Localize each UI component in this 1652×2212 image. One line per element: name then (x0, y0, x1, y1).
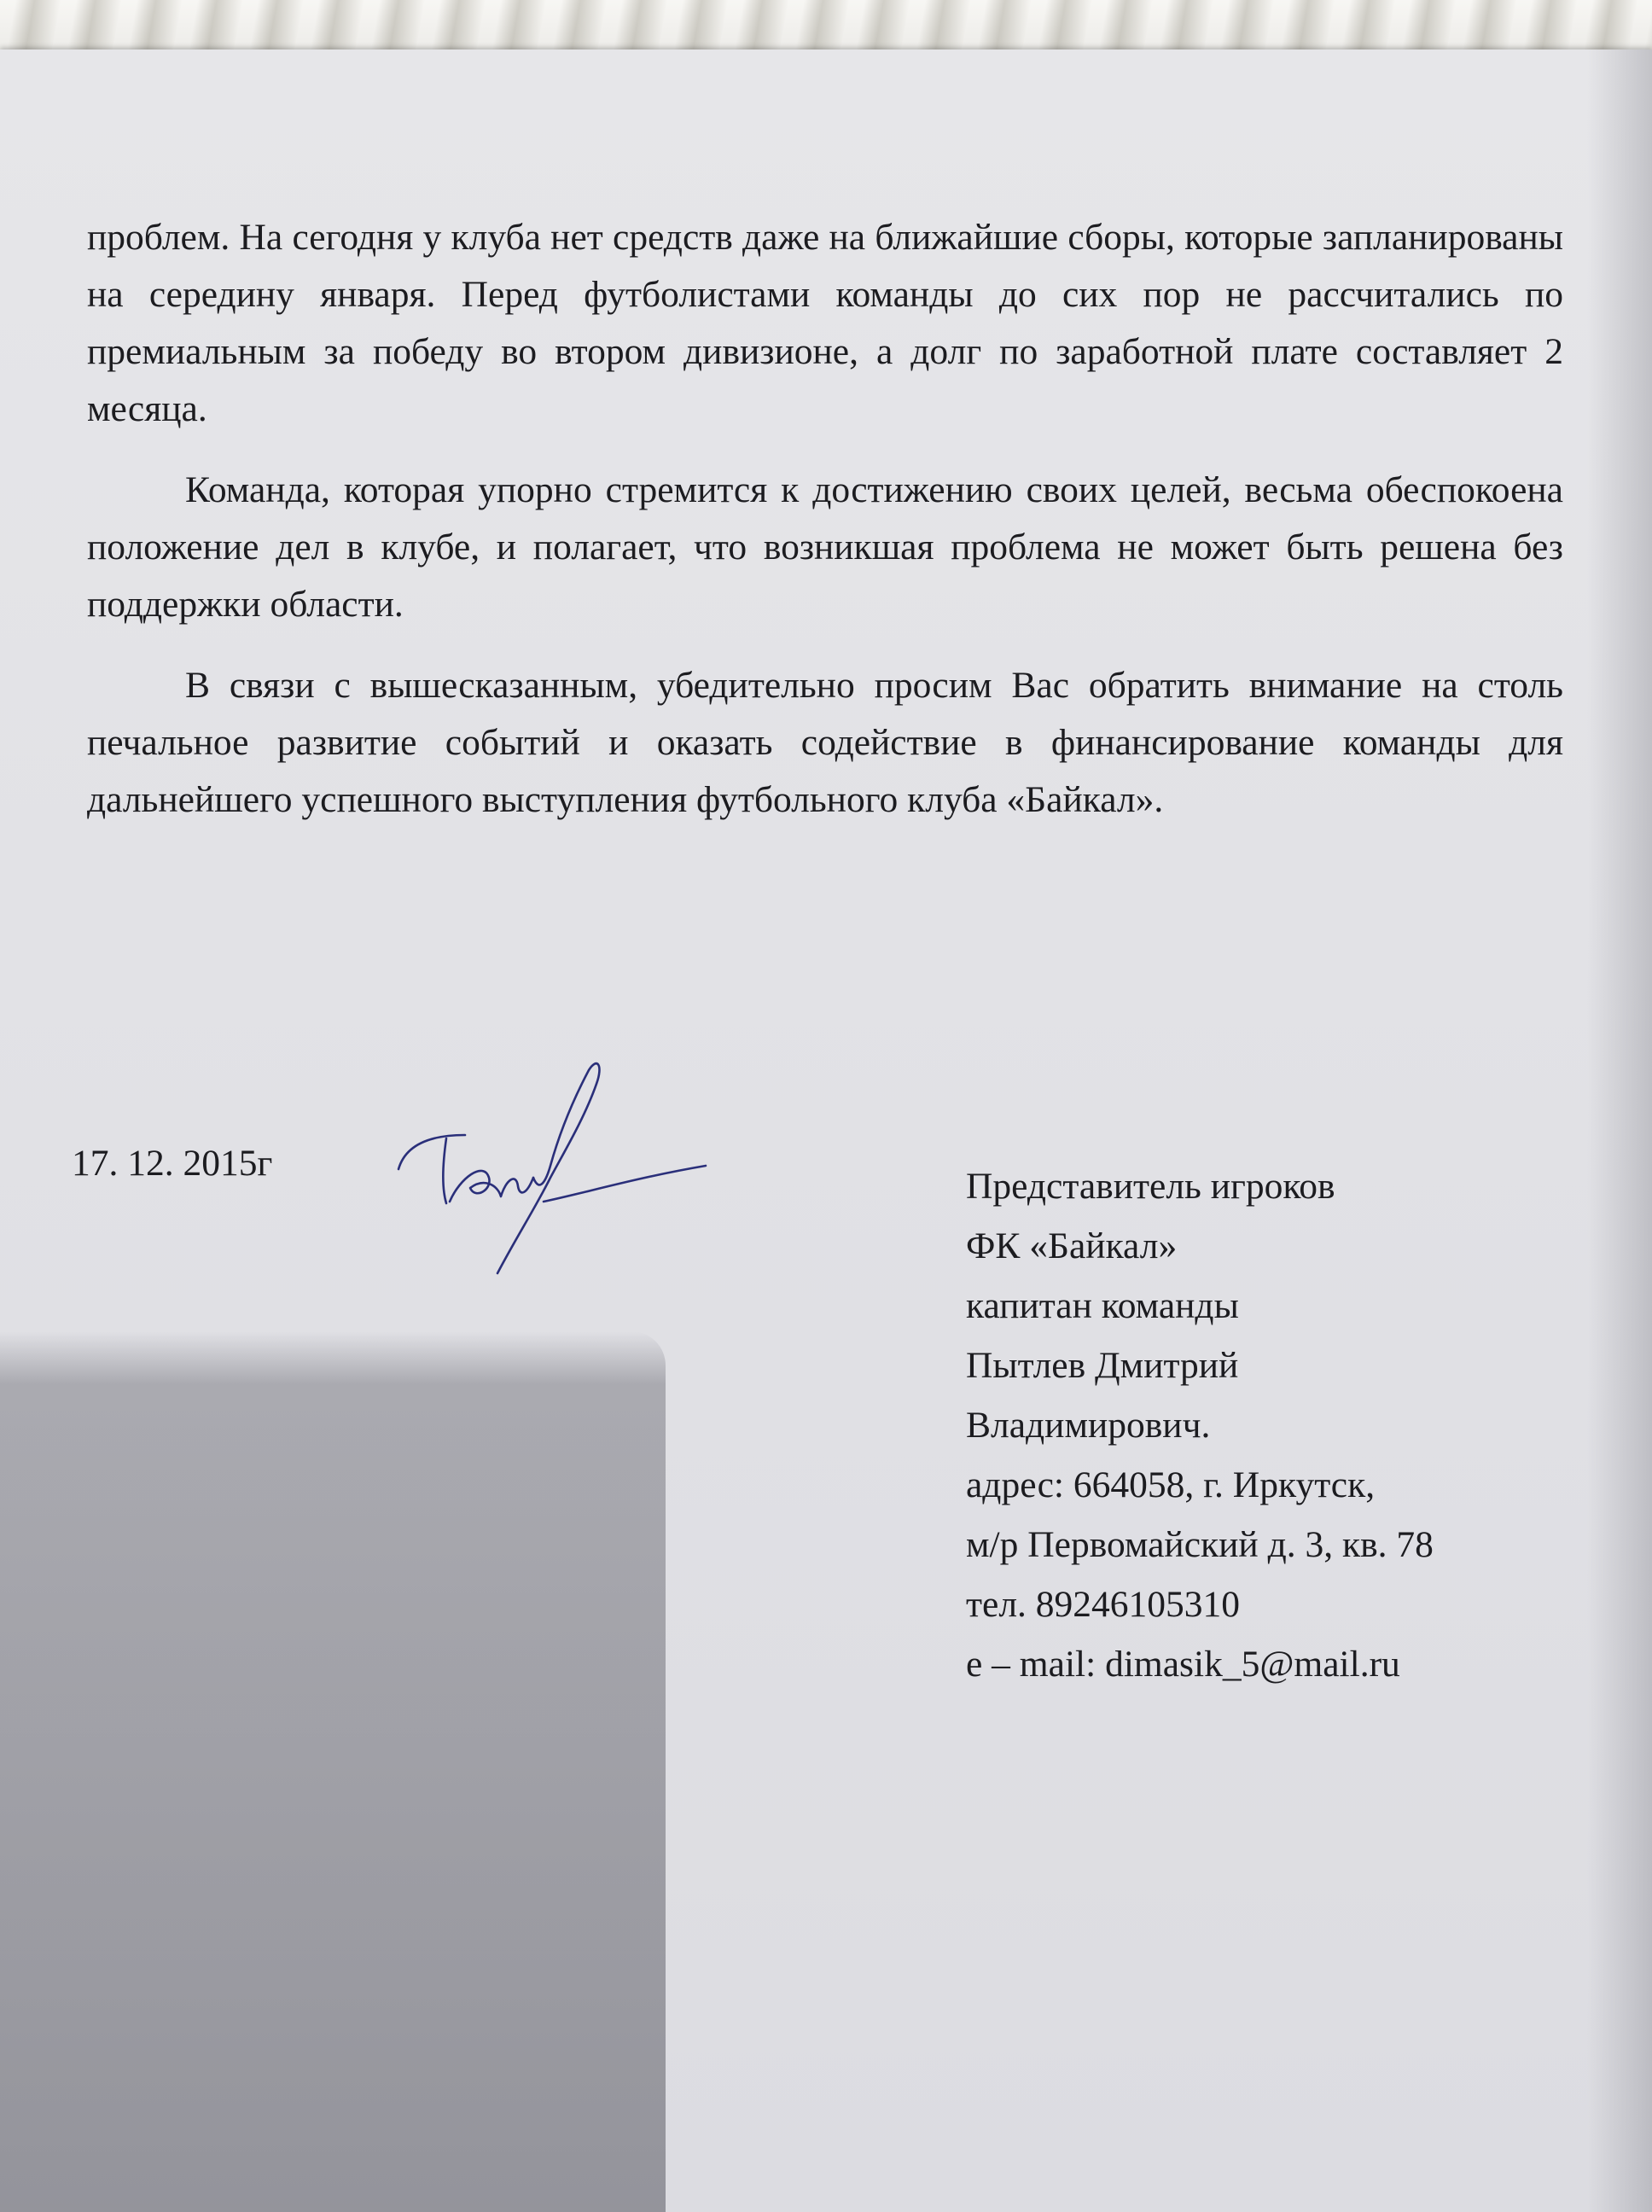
letter-date: 17. 12. 2015г (72, 1143, 273, 1184)
sender-phone: тел. 89246105310 (966, 1584, 1241, 1625)
sender-name: Пытлев Дмитрий (966, 1345, 1239, 1386)
page-edge-shadow (1587, 49, 1652, 2212)
signature-block (966, 1156, 1434, 1694)
sender-address-line1: адрес: 664058, г. Иркутск, (966, 1464, 1376, 1505)
sender-patronymic: Владимирович. (966, 1405, 1211, 1446)
paragraph-1: проблем. На сегодня у клуба нет средств даже на ближайшие сборы, которые запланированы на середину января. Перед футболистами команды до сих пор не рассчитались по премиальным за победу во втором дивизионе, а долг по заработной плате составляет 2 месяца. (87, 217, 1563, 429)
sender-club: ФК «Байкал» (966, 1225, 1178, 1266)
paragraph-3: В связи с вышесказанным, убедительно просим Вас обратить внимание на столь печальное развитие событий и оказать содействие в финансирование команды для дальнейшего успешного выступления футбольного клуба «Байкал». (87, 665, 1563, 820)
sender-position: капитан команды (966, 1285, 1239, 1326)
sender-address-line2: м/р Первомайский д. 3, кв. 78 (966, 1524, 1434, 1565)
sender-email: e – mail: dimasik_5@mail.ru (966, 1644, 1400, 1685)
handwritten-signature (388, 1050, 730, 1306)
letter-body (87, 209, 1563, 853)
paragraph-2: Команда, которая упорно стремится к достижению своих целей, весьма обеспокоена положение дел в клубе, и полагает, что возникшая проблема не может быть решена без поддержки области. (87, 469, 1563, 625)
sender-role: Представитель игроков (966, 1166, 1335, 1207)
photo-shadow (0, 1331, 666, 2212)
